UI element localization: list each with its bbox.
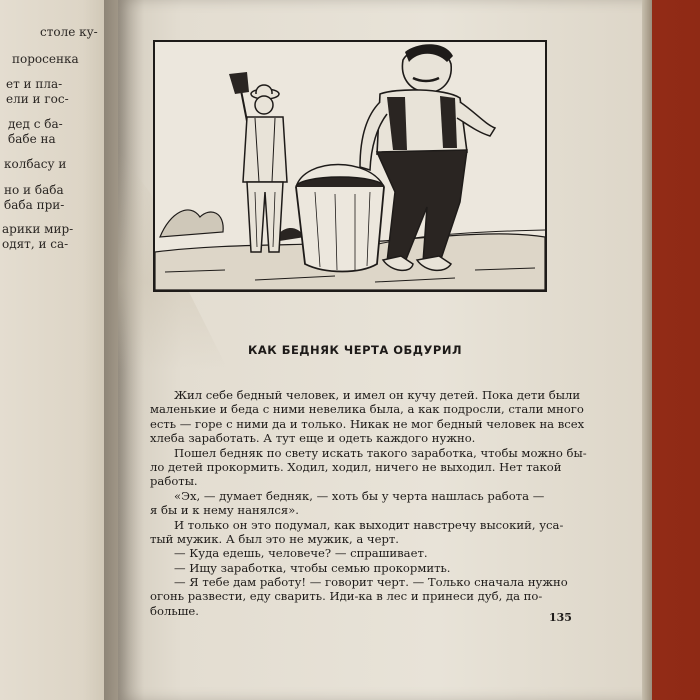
- story-line: ло детей прокормить. Ходил, ходил, ничего не выходил. Нет такой: [150, 459, 562, 474]
- story-line: Жил себе бедный человек, и имел он кучу детей. Пока дети были: [174, 388, 581, 402]
- left-page-line: одят, и са-: [2, 237, 69, 251]
- page-number: 135: [549, 611, 572, 624]
- story-line: «Эх, — думает бедняк, — хоть бы у черта нашлась работа —: [174, 488, 545, 503]
- illustration-drawing: [155, 42, 545, 290]
- peasant-figure: [229, 72, 287, 252]
- story-line: работы.: [150, 474, 198, 489]
- story-line: И только он это подумал, как выходит навстречу высокий, уса-: [174, 517, 564, 532]
- page-edge: [642, 0, 652, 700]
- story-line: — Ищу заработка, чтобы семью прокормить.: [174, 560, 451, 575]
- left-page-line: колбасу и: [4, 157, 67, 171]
- story-line: тый мужик. А был это не мужик, а черт.: [150, 531, 399, 546]
- left-page-line: но и баба: [4, 183, 64, 197]
- left-page-line: дед с ба-: [8, 117, 63, 131]
- story-line: Пошел бедняк по свету искать такого заработка, чтобы можно бы-: [174, 445, 587, 460]
- left-page-line: баба при-: [4, 198, 65, 212]
- story-line: маленькие и беда с ними невелика была, а как подросли, стали много: [150, 402, 584, 417]
- story-title: КАК БЕДНЯК ЧЕРТА ОБДУРИЛ: [247, 343, 463, 357]
- left-page-line: ет и пла-: [6, 77, 63, 91]
- story-illustration: [153, 40, 547, 292]
- left-page-line: столе ку-: [40, 25, 98, 39]
- left-page: [0, 0, 118, 700]
- story-line: — Куда едешь, человече? — спрашивает.: [174, 546, 428, 561]
- story-line: есть — горе с ними да и только. Никак не мог бедный человек на всех: [150, 416, 585, 431]
- story-line: хлеба заработать. А тут еще и одеть каждого нужно.: [150, 431, 476, 446]
- story-line: я бы и к нему нанялся».: [150, 503, 299, 518]
- story-line: больше.: [150, 603, 199, 618]
- left-page-line: бабе на: [8, 132, 56, 146]
- bucket: [296, 165, 384, 272]
- story-line: — Я тебе дам работу! — говорит черт. — Только сначала нужно: [174, 575, 568, 590]
- left-page-line: поросенка: [12, 52, 79, 66]
- left-page-line: ели и гос-: [6, 92, 69, 106]
- story-line: огонь развести, еду сварить. Иди-ка в лес и принеси дуб, да по-: [150, 589, 543, 604]
- left-page-line: арики мир-: [2, 222, 74, 236]
